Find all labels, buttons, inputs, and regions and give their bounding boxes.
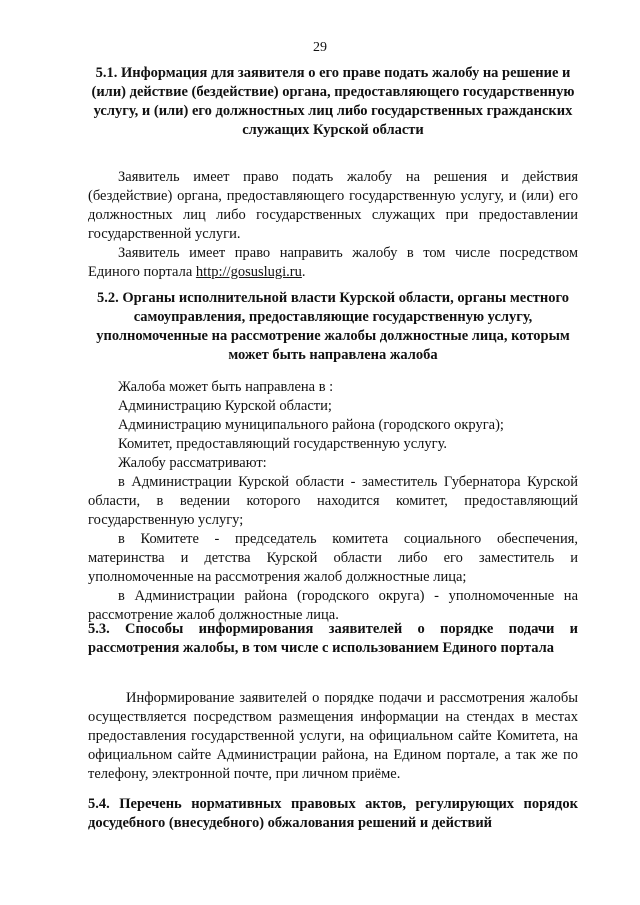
section-5-1-paragraph-1: Заявитель имеет право подать жалобу на решения и действия (бездействие) органа, предоставляющего государственную услугу, и (или) его должностных лиц либо государственных служащих при предоставлении государственной услуги. [88,169,578,242]
section-5-2-heading: 5.2. Органы исполнительной власти Курской области, органы местного самоуправления, предоставляющие государственную услугу, уполномоченные на рассмотрение жалобы должностные лица, которым может быть направлена жалоба [96,290,570,363]
paragraph-2-end: . [301,264,306,280]
reviewer-item-2: в Комитете - председатель комитета социального обеспечения, материнства и детства Курской области либо его заместитель и уполномоченные на рассмотрения жалоб должностные лица; [88,531,578,585]
list-line-1: Жалоба может быть направлена в : [118,379,334,395]
reviewer-item-3: в Администрации района (городского округа) - уполномоченные на рассмотрение жалоб должностные лица. [88,588,578,623]
list-line-5: Жалобу рассматривают: [118,455,267,471]
gosuslugi-link[interactable]: http://gosuslugi.ru [195,264,302,280]
section-5-3-body [88,689,578,784]
section-5-2-body [88,378,578,625]
page-number: 29 [313,40,327,55]
section-5-1-heading: 5.1. Информация для заявителя о его праве подать жалобу на решение и (или) действие (бездействие) органа, предоставляющего государственную услугу, и (или) его должностных лиц либо государственных гражданских служащих Курской области [91,65,575,138]
reviewer-item-1: в Администрации Курской области - заместитель Губернатора Курской области, в ведении которого находится комитет, предоставляющий государственную услугу; [88,474,578,528]
section-5-3-heading: 5.3. Способы информирования заявителей о порядке подачи и рассмотрения жалобы, в том числе с использованием Единого портала [88,621,578,656]
section-5-1-body [88,168,578,282]
complaint-targets-list [88,378,578,473]
list-line-3: Администрацию муниципального района (городского округа); [118,417,504,433]
section-5-1-paragraph-2 [88,244,578,282]
paragraph-2-text: Заявитель имеет право направить жалобу в том числе посредством Единого портала [88,245,578,280]
list-line-4: Комитет, предоставляющий государственную услугу. [118,436,448,452]
section-5-3-paragraph: Информирование заявителей о порядке подачи и рассмотрения жалобы осуществляется посредством размещения информации на стендах в местах предоставления государственной услуги, на официальном сайте Комитета, на официальном сайте Администрации района, на Едином портале, а так же по телефону, электронной почте, при личном приёме. [88,690,578,782]
list-line-2: Администрацию Курской области; [118,398,332,414]
section-5-4-heading: 5.4. Перечень нормативных правовых актов, регулирующих порядок досудебного (внесудебного) обжалования решений и действий [88,796,578,831]
